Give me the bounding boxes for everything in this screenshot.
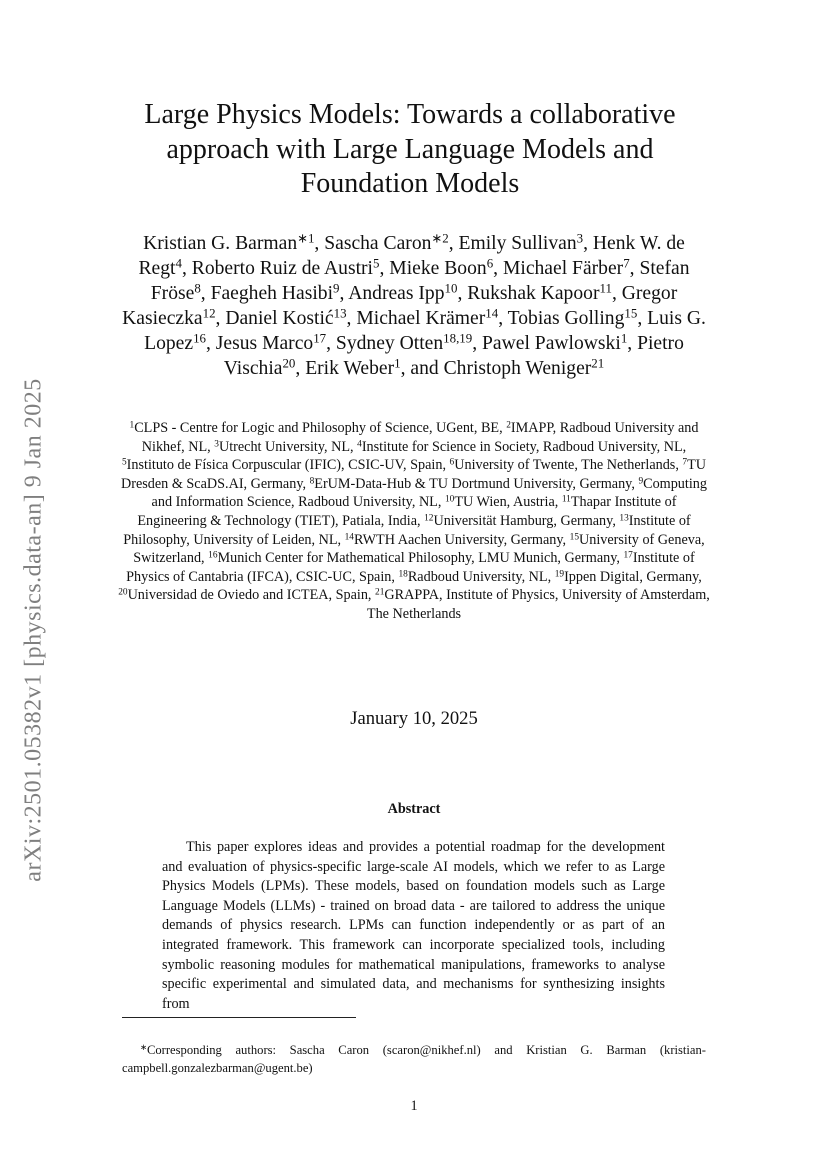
- affiliation-number: 6: [449, 457, 455, 468]
- affiliation-text: Munich Center for Mathematical Philosophy, LMU Munich, Germany: [217, 550, 617, 567]
- author: [507, 305, 638, 329]
- author: [356, 305, 499, 329]
- affiliation-number: 12: [424, 513, 434, 524]
- affiliation-text: Universität Hamburg, Germany: [433, 512, 613, 529]
- author-name: Henk W. de Regt: [138, 233, 685, 279]
- author-name: Emily Sullivan: [458, 233, 577, 254]
- affiliation-text: RWTH Aachen University, Germany: [353, 531, 563, 548]
- affiliation: [398, 569, 547, 585]
- author-affiliation-mark: 17: [313, 330, 327, 346]
- author: [482, 330, 628, 354]
- author: [467, 280, 612, 304]
- author-affiliation-mark: 21: [591, 355, 605, 371]
- affiliation-number: 3: [214, 438, 219, 449]
- author-affiliation-mark: 13: [333, 305, 347, 321]
- affiliation-text: Institute for Science in Society, Radboud University, NL: [361, 438, 683, 455]
- footnote-text: Corresponding authors: Sascha Caron (scaron@nikhef.nl) and Kristian G. Barman (kristian-campbell.gonzalezbarman@ugent.be): [122, 1043, 706, 1075]
- affiliation-number: 7: [682, 457, 688, 468]
- author: [305, 355, 401, 379]
- affiliation: [555, 569, 699, 585]
- author-affiliation-mark: 10: [444, 280, 458, 296]
- affiliation: [208, 550, 616, 566]
- affiliation-text: Utrecht University, NL: [218, 438, 351, 455]
- affiliation: [310, 476, 632, 492]
- affiliation-text: University of Twente, The Netherlands: [454, 457, 676, 474]
- affiliation-number: 8: [309, 476, 315, 487]
- author-name: Luis G. Lopez: [144, 308, 706, 354]
- page-number: 1: [410, 1098, 418, 1114]
- abstract-body: This paper explores ideas and provides a potential roadmap for the development and evaluation of physics-specific large-scale AI models, which we refer to as Large Physics Models (LPMs). These models, based on foundation models such as Large Language Models (LLMs) - trained on broad data - are tailored to address the unique demands of physics research. LPMs can function independently or as part of an integrated framework. This framework can incorporate specialized tools, including symbolic reasoning modules for mathematical manipulations, frameworks to analyse specific experimental and simulated data, and mechanisms for synthesizing insights from: [162, 839, 665, 1012]
- author-affiliation-mark: ∗1: [297, 230, 315, 246]
- author-affiliation-mark: 8: [194, 280, 201, 296]
- footnote-mark: ∗: [140, 1042, 147, 1052]
- affiliation: [118, 587, 368, 603]
- affiliation-number: 16: [208, 550, 218, 561]
- affiliation-number: 20: [118, 587, 128, 598]
- affiliation-number: 4: [357, 438, 362, 449]
- arxiv-identifier: arXiv:2501.05382v1 [physics.data-an] 9 Jan 2025: [20, 378, 47, 882]
- author: [389, 255, 494, 279]
- author-name: Michael Färber: [502, 258, 624, 279]
- affiliation-number: 17: [623, 550, 633, 561]
- affiliation: [357, 439, 683, 455]
- affiliation: [122, 457, 442, 473]
- author: [191, 255, 380, 279]
- author-name: Daniel Kostić: [225, 308, 334, 329]
- author-name: Stefan Fröse: [150, 258, 690, 304]
- affiliation-number: 1: [129, 420, 135, 431]
- author-affiliation-mark: 3: [576, 230, 584, 246]
- author: [458, 230, 584, 254]
- author-affiliation-mark: 16: [193, 330, 206, 346]
- affiliation: [424, 513, 612, 529]
- affiliation-text: University of Geneva, Switzerland: [133, 531, 705, 567]
- author-name: Faegheh Hasibi: [210, 283, 334, 304]
- author: [143, 230, 315, 254]
- affiliation-number: 9: [638, 476, 644, 487]
- author-affiliation-mark: 14: [485, 305, 499, 321]
- affiliation-text: Institute of Philosophy, University of Leiden, NL: [123, 512, 691, 548]
- affiliation-text: GRAPPA, Institute of Physics, University of Amsterdam, The Netherlands: [366, 587, 710, 622]
- affiliation-text: Institute of Physics of Cantabria (IFCA), CSIC-UC, Spain: [126, 550, 695, 585]
- footnote: [122, 1042, 706, 1077]
- author-name: Andreas Ipp: [348, 283, 445, 304]
- author: [443, 355, 605, 379]
- affiliation-text: ErUM-Data-Hub & TU Dortmund University, Germany: [314, 475, 632, 492]
- title-line-1: Large Physics Models: Towards a collaborative: [144, 99, 676, 130]
- author: [502, 255, 630, 279]
- affiliation-number: 21: [375, 587, 385, 598]
- author-affiliation-mark: 1: [394, 355, 401, 371]
- author-affiliation-mark: 7: [623, 255, 630, 271]
- author-name: Pawel Pawlowski: [482, 333, 621, 354]
- author-name: Sydney Otten: [335, 333, 444, 354]
- affiliation-number: 19: [554, 569, 565, 580]
- author-name: Gregor Kasieczka: [122, 283, 678, 329]
- affiliation-text: Universidad de Oviedo and ICTEA, Spain: [127, 587, 368, 604]
- author: [215, 330, 327, 354]
- affiliation: [367, 587, 710, 622]
- author-name: Tobias Golling: [507, 308, 625, 329]
- author-name: Sascha Caron: [324, 233, 432, 254]
- author-name: Rukshak Kapoor: [467, 283, 600, 304]
- author-affiliation-mark: 20: [282, 355, 296, 371]
- author-list: Kristian G. Barman$^{∗1}$, Sascha Caron$^{∗2}$, Emily Sullivan$^3$, Henk W. de Regt$^4$, Roberto Ruiz de Austri$^5$, Mieke Boon$^6$, Michael Färber$^7$, Stefan Fröse$^8$, Faegheh Hasibi$^9$, Andreas Ipp$^{10}$, Rukshak Kapoor$^{11}$, Gregor Kasieczka$^{12}$, Daniel Kostić$^{13}$, Michael Krämer$^{14}$, Tobias Golling$^{15}$, Luis G. Lopez$^{16}$, Jesus Marco$^{17}$, Sydney Otten$^{18,19}$, Pawel Pawlowski$^1$, Pietro Vischia$^{20}$, Erik Weber$^1$, and Christoph Weniger$^{21}$: [122, 230, 706, 379]
- affiliation: [445, 494, 555, 510]
- affiliation: [214, 439, 350, 455]
- arxiv-sidebar-stamp: [14, 340, 54, 920]
- author-conjunction: and: [410, 358, 439, 379]
- affiliation-number: 11: [561, 494, 571, 505]
- author-name: Jesus Marco: [215, 333, 314, 354]
- author: [335, 330, 473, 354]
- author-affiliation-mark: 1: [620, 330, 628, 346]
- affiliation-number: 18: [398, 569, 408, 580]
- affiliation-list: $^1$CLPS - Centre for Logic and Philosophy of Science, UGent, BE, $^2$IMAPP, Radboud University and Nikhef, NL, $^3$Utrecht University, NL, $^4$Institute for Science in Society, Radboud University, NL, $^5$Instituto de Física Corpuscular (IFIC), CSIC-UV, Spain, $^6$University of Twente, The Netherlands, $^7$TU Dresden & ScaDS.AI, Germany, $^8$ErUM-Data-Hub & TU Dortmund University, Germany, $^9$Computing and Information Science, Radboud University, NL, $^{10}$TU Wien, Austria, $^{11}$Thapar Institute of Engineering & Technology (TIET), Patiala, India, $^{12}$Universität Hamburg, Germany, $^{13}$Institute of Philosophy, University of Leiden, NL, $^{14}$RWTH Aachen University, Germany, $^{15}$University of Geneva, Switzerland, $^{16}$Munich Center for Mathematical Philosophy, LMU Munich, Germany, $^{17}$Institute of Physics of Cantabria (IFCA), CSIC-UC, Spain, $^{18}$Radboud University, NL, $^{19}$Ippen Digital, Germany, $^{20}$Universidad de Oviedo and ICTEA, Spain, $^{21}$GRAPPA, Institute of Physics, University of Amsterdam, The Netherlands: [118, 420, 710, 622]
- affiliation-text: TU Dresden & ScaDS.AI, Germany: [121, 457, 707, 492]
- author-name: Kristian G. Barman: [143, 233, 298, 254]
- affiliation-number: 5: [121, 457, 127, 468]
- paper-title: [110, 98, 710, 202]
- author-name: Mieke Boon: [389, 258, 487, 279]
- affiliation-text: Ippen Digital, Germany: [564, 568, 699, 585]
- author-affiliation-mark: 6: [486, 255, 494, 271]
- affiliation-text: CLPS - Centre for Logic and Philosophy of Science, UGent, BE: [134, 420, 500, 436]
- affiliation: [130, 420, 500, 436]
- author-name: Erik Weber: [305, 358, 395, 379]
- author-affiliation-mark: 9: [333, 280, 340, 296]
- abstract-heading: Abstract: [387, 801, 441, 817]
- author-name: Christoph Weniger: [443, 358, 592, 379]
- affiliation-number: 14: [344, 531, 354, 542]
- author: [324, 230, 449, 254]
- affiliation-text: IMAPP, Radboud University and Nikhef, NL: [141, 420, 699, 455]
- affiliation-number: 13: [619, 513, 629, 524]
- author-affiliation-mark: 5: [373, 255, 380, 271]
- affiliation-number: 2: [506, 420, 511, 431]
- author-name: Pietro Vischia: [223, 333, 684, 379]
- author-name: Roberto Ruiz de Austri: [191, 258, 373, 279]
- title-line-3: Foundation Models: [300, 168, 520, 199]
- affiliation-number: 15: [569, 531, 579, 542]
- author-affiliation-mark: 18,19: [443, 330, 473, 346]
- affiliation: [450, 457, 676, 473]
- author: [348, 280, 458, 304]
- author-affiliation-mark: 4: [175, 255, 182, 271]
- affiliation: [345, 532, 563, 548]
- author: [210, 280, 340, 304]
- author-affiliation-mark: 12: [202, 305, 216, 321]
- author: [225, 305, 347, 329]
- author-affiliation-mark: ∗2: [431, 230, 449, 246]
- affiliation-text: Thapar Institute of Engineering & Technology (TIET), Patiala, India: [137, 494, 677, 529]
- author-affiliation-mark: 11: [599, 280, 612, 296]
- author-name: Michael Krämer: [356, 308, 486, 329]
- author-affiliation-mark: 15: [624, 305, 638, 321]
- affiliation-text: Radboud University, NL: [407, 568, 548, 585]
- publication-date: January 10, 2025: [350, 708, 478, 729]
- affiliation-number: 10: [444, 494, 455, 505]
- affiliation-text: Instituto de Física Corpuscular (IFIC), CSIC-UV, Spain: [126, 457, 443, 474]
- affiliation-text: Computing and Information Science, Radboud University, NL: [151, 475, 707, 511]
- title-line-2: approach with Large Language Models and: [166, 133, 654, 165]
- footnote-divider: [122, 1017, 356, 1018]
- affiliation-text: TU Wien, Austria: [454, 494, 555, 511]
